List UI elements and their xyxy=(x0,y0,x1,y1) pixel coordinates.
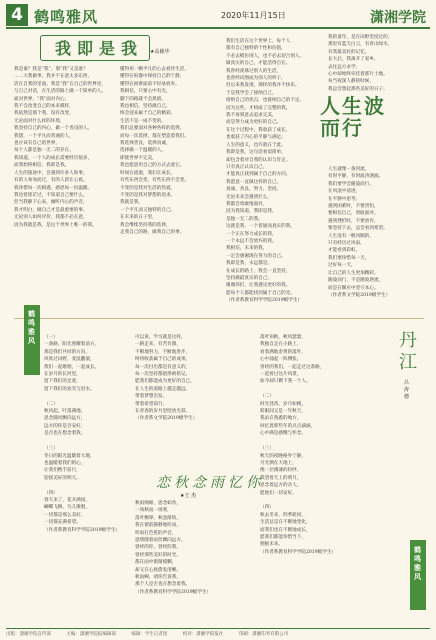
text-line: 我望着天上的明月， xyxy=(260,475,302,481)
text-line: 迎接美好的明天。 xyxy=(44,475,81,481)
text-line: 心中满是感慨与怀念。 xyxy=(260,431,306,437)
text-line xyxy=(260,438,380,445)
text-line: 也温暖着我们的心， xyxy=(44,460,86,466)
text-line: 月光洒在大地上， xyxy=(260,460,297,466)
text-line: 回忆着那些年的点点滴滴， xyxy=(260,423,316,429)
text-line: （三） xyxy=(44,446,58,452)
text-line: 在未来的日子里， xyxy=(120,215,157,221)
text-line: 我选择善良，选择真诚， xyxy=(120,141,171,147)
text-line: 我不会改变自己的本来模样， xyxy=(14,104,74,110)
text-line: 真诚、善良、努力、坚持。 xyxy=(226,187,282,193)
text-line: 我依然是那个我，没有改变， xyxy=(14,111,74,117)
text-line xyxy=(260,386,380,393)
text-line: 听雨打芭蕉的声音， xyxy=(135,530,177,536)
article-column-3 xyxy=(226,38,322,306)
text-line: 愿每个人都能找到属于自己的光。 xyxy=(226,290,295,296)
header-rule xyxy=(6,27,430,29)
text-line: （作者系文学院2019级学生） xyxy=(328,292,391,298)
text-line: 无论面对什么样的环境， xyxy=(14,118,65,124)
section-title: 鹤鸣雅风 xyxy=(34,8,99,26)
text-line xyxy=(44,393,130,400)
text-line: 我珍惜每一次相遇，感恩每一份温暖。 xyxy=(14,185,93,191)
text-line: （作者系教育科学学院2019级学生） xyxy=(135,589,212,595)
text-line: 心中却始终牵挂着那片土地。 xyxy=(328,72,388,78)
text-line: 思念着远方的亲人， xyxy=(260,483,302,489)
poem-column-mid-bottom xyxy=(135,500,230,616)
text-line: 我们要学会随波而行， xyxy=(328,181,374,187)
text-line: 懂得在喧嚣中保持自己的宁静， xyxy=(120,74,185,80)
text-line: 懂得在困难面前不轻易放弃。 xyxy=(120,81,180,87)
text-line: 落叶飘零，秋意渐浓， xyxy=(135,515,181,521)
text-line: 每个人都是独一无二的存在。 xyxy=(14,148,74,154)
text-line: 我独自走在小路上， xyxy=(260,342,302,348)
poem-author: ★王 杰 xyxy=(180,493,197,499)
article2-column-top xyxy=(328,34,424,96)
text-line: 我即是我，永远都是。 xyxy=(226,261,272,267)
text-line: （作者系教育科学学院2019级学生） xyxy=(260,549,337,555)
text-line: 曾经那些美好的时光， xyxy=(135,552,181,558)
paper-name: 潇湘学院 xyxy=(370,10,426,26)
text-line: 转眼间又是一年秋天， xyxy=(260,409,306,415)
text-line: 随波而行，不是随波逐流， xyxy=(328,278,384,284)
text-line: 一个永远不会放弃的我。 xyxy=(226,238,277,244)
text-line: 活在自我的里面。我是“我”在自己的世界里， xyxy=(14,81,106,87)
text-line: 而我始终相信，我即是我。 xyxy=(14,163,70,169)
text-line: 在风浪中前进， xyxy=(328,189,361,195)
text-line: 在成长的路上，我会一直坚持， xyxy=(226,268,291,274)
text-line: 遇到困难时，不要害怕， xyxy=(328,204,379,210)
text-line: 一场秋雨一场寒， xyxy=(135,508,172,514)
text-line: 而我们也在不断地成长， xyxy=(260,527,311,533)
text-line: 我曾经羡慕过别人的生活， xyxy=(226,68,282,74)
text-line: （作者系教育科学学院2019级学生） xyxy=(226,298,303,304)
text-line: 我也相信，坚持做自己， xyxy=(120,104,171,110)
text-line: （四） xyxy=(260,505,274,511)
text-line: 远方的你是否安好， xyxy=(44,423,86,429)
text-line: 都有自己独特的个性和价值， xyxy=(226,46,286,52)
text-line: 我们要珍惜每一天， xyxy=(328,255,370,261)
text-line: 不变的是我对梦想的追求。 xyxy=(120,192,176,198)
text-line: 是否也在想念着我。 xyxy=(44,431,86,437)
text-line: 在人生的道路上越走越远。 xyxy=(135,386,191,392)
text-line: 即使世界不完美， xyxy=(120,155,157,161)
text-line: （四） xyxy=(44,490,58,496)
text-line: 那是我们共同的方向， xyxy=(44,349,90,355)
text-line: （三） xyxy=(260,446,274,452)
text-line: 终会迎来属于自己的精彩。 xyxy=(120,111,176,117)
article-title: 我即是我 xyxy=(55,39,144,58)
text-line: 有的人匆匆而过，有的人留在心底。 xyxy=(14,178,88,184)
text-line: 我才明白，做自己才是最重要的事。 xyxy=(14,207,88,213)
text-line: 一个平凡而又独特的自己。 xyxy=(120,207,176,213)
text-line: 我总会想起那些美好的日子。 xyxy=(328,86,388,92)
text-line: 看着满地金黄的落叶， xyxy=(260,349,306,355)
text-line: 我想，一个平凡而普通的人， xyxy=(14,133,74,139)
text-line: 不必去模仿别人，也不必去迎合别人。 xyxy=(226,53,305,59)
text-line: 愿我们都能珍惜当下， xyxy=(260,534,306,540)
text-line: 也收获了内心的平静与满足。 xyxy=(226,135,286,141)
text-line: 时光荏苒，岁月如梭， xyxy=(260,401,306,407)
text-line: 我相信，只要心中有光， xyxy=(120,89,171,95)
text-line: 接纳自己的优点，也接纳自己的不足。 xyxy=(226,98,305,104)
text-line: 曾经的你，曾经的我， xyxy=(135,545,181,551)
text-line: 面对世界，“我”面对内心， xyxy=(14,96,70,102)
text-line: 无论未来会遇到什么， xyxy=(226,194,272,200)
article2-title: 人生波而行 xyxy=(320,94,386,140)
text-line: 蝴蝶飞舞，鸟儿歌唱， xyxy=(44,505,90,511)
text-line: 愿我们都能成为更好的自己， xyxy=(135,379,195,385)
text-line: 这就是我，一个普通而真实的我， xyxy=(226,224,295,230)
text-line: 一切都充满希望。 xyxy=(44,520,81,526)
poem-column-left xyxy=(44,334,130,604)
text-line: 才能看到彩虹。 xyxy=(328,248,361,254)
page-number: 4 xyxy=(6,4,28,26)
text-line: 思绪随着雨丝飘向远方。 xyxy=(135,538,186,544)
text-line: 却又在心底愈发清晰。 xyxy=(135,567,181,573)
issue-date: 2020年11月15日 xyxy=(221,11,286,20)
text-line: ……大我做事，我并不在意太多东西， xyxy=(14,74,93,80)
text-line: 也曾经试图成为别人的样子， xyxy=(226,76,286,82)
text-line: 秋去冬来，四季轮回， xyxy=(260,512,306,518)
text-line: （作者系文学院2019级学生） xyxy=(135,416,198,422)
text-line: 在岁月的长河里， xyxy=(44,372,81,378)
text-line: 谢谢你们，让我遇见更好的我。 xyxy=(226,283,291,289)
text-line: 一条路，阳光照耀着前方， xyxy=(44,342,100,348)
text-line: 只有经历过风雨， xyxy=(328,241,365,247)
text-line: 风吹过田野，麦浪翻滚， xyxy=(44,357,95,363)
text-line: 要坚持下去，总会看到希望。 xyxy=(328,226,388,232)
footer-item: 印刷：潇湘印务有限公司 xyxy=(238,632,289,637)
footer-item: 编辑：学生记者团 xyxy=(131,632,168,637)
text-line xyxy=(44,438,130,445)
text-line: 也应该有自己的世界， xyxy=(14,141,60,147)
text-line: 在青春的岁月里绽放光彩。 xyxy=(135,409,191,415)
text-line: 曾经的我们，一起走过这条路， xyxy=(260,364,325,370)
text-line: 生活不是一成不变的， xyxy=(120,118,166,124)
text-line: 于是我学会了接纳自己， xyxy=(226,90,277,96)
text-line: 如今却只剩下我一个人。 xyxy=(260,379,311,385)
text-line: 有时平静，有时波涛汹涌。 xyxy=(328,174,384,180)
text-line: 是独一无二的我。 xyxy=(226,216,263,222)
text-line: 我们生活在这个世界上，每个人 xyxy=(226,39,291,44)
text-line: 去往远方求学， xyxy=(328,64,361,70)
text-line: 那里有蓝天白云，有青山绿水， xyxy=(328,42,393,48)
text-line: 我站在熟悉的地方， xyxy=(260,416,302,422)
text-line: 长大后，我离开了家乡， xyxy=(328,57,379,63)
text-line: 让自己的人生更加精彩。 xyxy=(328,270,379,276)
text-line: 落叶知秋，秋风瑟瑟， xyxy=(260,335,306,340)
text-line: 有我最美好的记忆。 xyxy=(328,49,370,55)
text-line: 不变的是我对生活的热爱， xyxy=(120,185,176,191)
text-line: 我不再刻意去追求完美， xyxy=(226,113,277,119)
text-line: 像一层薄薄的轻纱， xyxy=(260,468,302,474)
text-line: 懂得用一颗平凡的心去看待生活， xyxy=(120,67,189,72)
text-line: 一路走来，有苦有甜， xyxy=(135,342,181,348)
text-line: 我在窗前静静地听雨， xyxy=(135,523,181,529)
article-column-2 xyxy=(120,66,220,306)
text-line: 人生没有一帆风顺的， xyxy=(328,233,374,239)
text-line: （二） xyxy=(260,394,274,400)
text-line: 要相信自己，勇敢面对。 xyxy=(328,211,379,217)
footer xyxy=(6,628,430,637)
footer-item: 校对：潇湘学院报社 xyxy=(182,632,224,637)
text-line: 因为我就是我，是这个世界上唯一的我。 xyxy=(14,222,97,228)
text-line: 我们总要面对各种各样的选择， xyxy=(120,126,185,132)
text-line: 一切都是那么美好， xyxy=(44,512,86,518)
text-line: 无论别人如何评价，我都不必在意， xyxy=(14,215,88,221)
text-line: 秋风起，叶落满地， xyxy=(44,409,86,415)
text-line: 我愿意一直做这样的自己， xyxy=(226,179,282,185)
text-line: 一定会感谢现在努力的自己。 xyxy=(226,253,286,259)
text-line: 我也曾迷茫过，不知道自己要什么， xyxy=(14,192,88,198)
text-line: 过好每一天， xyxy=(328,263,356,269)
text-line: 我坚持自己的内心，做一个善良的人。 xyxy=(14,126,93,132)
side-poem-author: 吕 涛 德 xyxy=(404,380,410,400)
text-line: 遇到挫折时，不要放弃， xyxy=(328,218,379,224)
text-line: 带着梦想出发， xyxy=(135,394,168,400)
text-line: 人生的旅途中，会遇到许多人和事， xyxy=(14,170,88,176)
poem-title: 恋秋念雨忆你 xyxy=(156,475,264,491)
text-line: 一起看过这片风景， xyxy=(260,372,302,378)
article-column-1 xyxy=(14,66,114,306)
text-line: 我会继续坚持我的选择， xyxy=(120,222,171,228)
text-line: 让我们携手前行， xyxy=(44,468,81,474)
text-line: 愿他们一切安好。 xyxy=(260,490,297,496)
text-line: 我相信，未来的我， xyxy=(226,246,268,252)
text-line: 每当夜深人静的时候， xyxy=(328,79,374,85)
text-line: （一） xyxy=(44,335,58,340)
text-line: 我也愿意用自己的方式去爱它。 xyxy=(120,163,185,169)
masthead xyxy=(6,4,430,26)
text-line xyxy=(260,497,380,504)
text-line: 选择做一个温暖的人。 xyxy=(120,148,166,154)
text-line: 只有真正认识自己， xyxy=(226,164,268,170)
text-line: 终将收获属于自己的成果。 xyxy=(135,357,191,363)
text-line: 而每一次选择，都在塑造着我们。 xyxy=(120,133,189,139)
text-line: （二） xyxy=(44,401,58,407)
text-line: 人生的意义，也许就在于此。 xyxy=(226,142,286,148)
text-line: 那个人是否也在想念着我。 xyxy=(135,582,191,588)
text-line: 不断地努力，不断地进步， xyxy=(135,349,191,355)
text-line: 我知道，一个人的成长需要经历很多， xyxy=(14,155,93,161)
photo-strip-label: 鹤鸣雅风 xyxy=(28,310,35,345)
text-line: 时间在流逝，我们在成长， xyxy=(120,170,176,176)
text-line: 每一次坚持都值得被铭记。 xyxy=(135,372,191,378)
section-divider xyxy=(14,318,424,319)
text-line: 每一次付出都是有意义的， xyxy=(135,364,191,370)
text-line: 心中涌起一阵惆怅。 xyxy=(260,357,302,363)
text-line: 我就是我， xyxy=(120,200,143,206)
footer-item: 主编：潇湘学院报编辑部 xyxy=(66,632,116,637)
text-line: 坚持做最真实的自己。 xyxy=(226,276,272,281)
side-poem-title: 丹江 xyxy=(399,330,417,373)
text-line: 秋天的夜晚格外宁静， xyxy=(260,453,306,459)
text-line: 脚下的路就不会黑暗。 xyxy=(120,96,166,102)
text-line: 但后来我发现，那样的我并不快乐。 xyxy=(226,83,300,89)
text-line: 有些东西会变，有些东西不会变。 xyxy=(120,178,189,184)
text-line: 而是在顺应中坚守本心。 xyxy=(328,285,379,291)
text-line: 秋雨绵绵，思念如丝， xyxy=(135,501,181,506)
poem-column-mid-top xyxy=(135,334,230,462)
text-line: 我的童年，是在田野里度过的， xyxy=(328,35,393,40)
text-line: 却包含着对自我的认识与肯定。 xyxy=(226,157,291,163)
text-line: 我即是我，这句话看似简单， xyxy=(226,150,286,156)
text-line: 与自己对话，在生活的路上做一个简单的人。 xyxy=(14,89,106,95)
article-author: ★高颖华 xyxy=(150,49,170,55)
text-line xyxy=(44,482,130,489)
text-line: 我都会勇敢地面对， xyxy=(226,201,268,207)
text-line: 在平静中思考。 xyxy=(328,196,361,202)
text-line: 人生就像一条河流， xyxy=(328,167,370,172)
text-line: 秋雨啊，请你告诉我， xyxy=(135,575,181,581)
text-line: 带着希望前行， xyxy=(135,401,168,407)
text-line: 做真实的自己，才能活得自在。 xyxy=(226,61,291,67)
text-line: 留下我们的欢笑与泪水。 xyxy=(44,386,95,392)
text-line: 拥抱未来。 xyxy=(260,542,283,548)
text-line: 而是努力成为更好的自己。 xyxy=(226,120,282,126)
text-line: 可以说，学习就是这样， xyxy=(135,335,186,340)
footer-item: 出版：潇湘学院宣传部 xyxy=(6,632,51,637)
text-line: 生活总是在不断地变化， xyxy=(260,520,311,526)
poem-column-right xyxy=(260,334,380,614)
text-line: 我们一起歌唱，一起成长。 xyxy=(44,364,100,370)
text-line: （作者系教育科学学院2019级学生） xyxy=(44,527,121,533)
text-line: 才能真正找到属于自己的方向。 xyxy=(226,172,291,178)
article2-column-bottom xyxy=(328,166,424,304)
text-line: 春天来了，花开满园， xyxy=(44,497,90,503)
text-line: 留下我们的足迹， xyxy=(44,379,81,385)
text-line: 但当我静下心来，倾听内心的声音， xyxy=(14,200,88,206)
text-line: 在这个过程中，我收获了成长， xyxy=(226,127,291,133)
text-line: 思念随风飘向远方， xyxy=(44,416,86,422)
side-strip-label: 鹤鸣雅风 xyxy=(414,546,421,581)
text-line: 都在雨中渐渐模糊， xyxy=(135,560,177,566)
text-line: 冬日的阳光温暖着大地， xyxy=(44,453,95,459)
text-line: 一个正在努力成长的我， xyxy=(226,231,277,237)
text-line: 我是谁？我是“我”。那“我”又是谁？ xyxy=(14,67,88,72)
text-line: 因为这些，才构成了完整的我。 xyxy=(226,105,291,111)
text-line: 走我自己的路，做我自己的事。 xyxy=(120,229,185,235)
text-line: 因为我知道，我即是我， xyxy=(226,209,277,215)
